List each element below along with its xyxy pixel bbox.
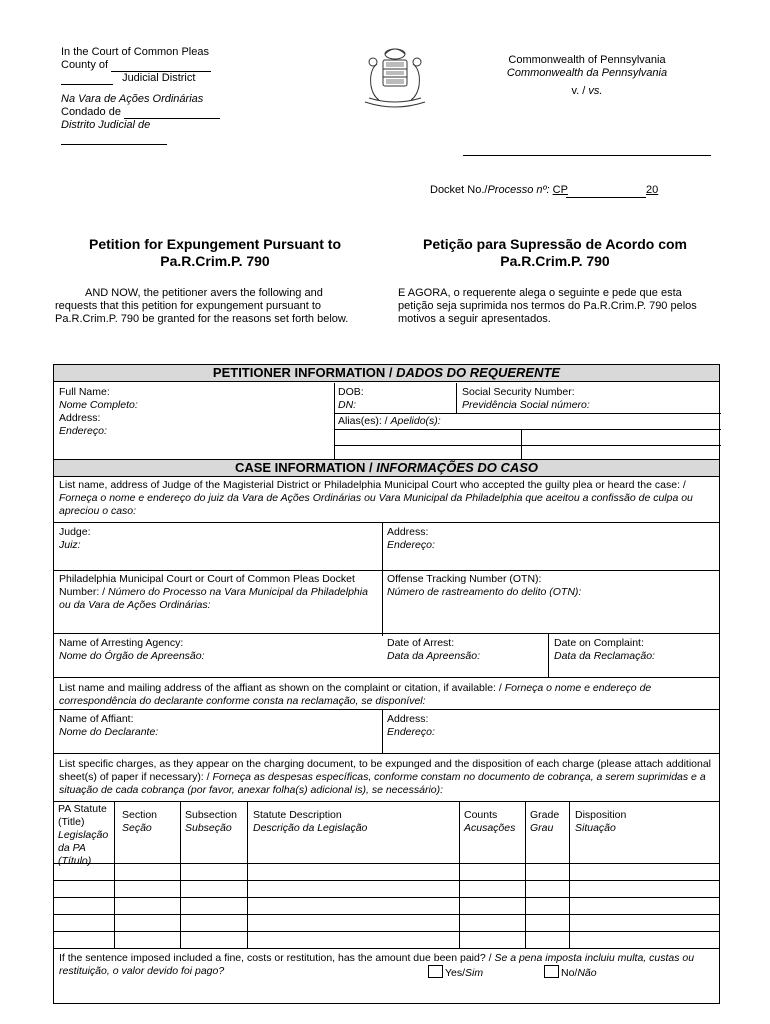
district-line-pt: Distrito Judicial de (61, 119, 151, 131)
county-line: County of (61, 59, 220, 72)
affiant-instructions: List name and mailing address of the affiant as shown on the complaint or citation, if available: / Forneça o nome e endereço de correspondência do declarante conforme consta na reclamação, se disponível: (59, 682, 652, 707)
header-grade: Grade Grau (530, 809, 560, 834)
docket-number-field-case[interactable]: Philadelphia Municipal Court or Court of Common Pleas Docket Number: / Número do Processo na Vara Municipal da Philadelphia ou da Vara de Ações Ordinárias: (59, 573, 368, 611)
versus: v. / vs. (571, 85, 603, 97)
affiant-name-field[interactable]: Name of Affiant: Nome do Declarante: (59, 713, 159, 738)
docket-line: Docket No./Processo nº: CP (430, 184, 568, 196)
yes-checkbox[interactable] (428, 965, 443, 978)
judge-address-field[interactable]: Address: Endereço: (387, 526, 435, 551)
court-line: In the Court of Common Pleas (61, 46, 209, 58)
court-line-pt: Na Vara de Ações Ordinárias (61, 93, 204, 105)
form-box (53, 364, 720, 1004)
court-caption (61, 46, 220, 145)
affiant-address-field[interactable]: Address: Endereço: (387, 713, 435, 738)
no-checkbox[interactable] (544, 965, 559, 978)
title-pt: Petição para Supressão de Acordo com Pa.R.Crim.P. 790 (422, 236, 687, 269)
full-name-label[interactable]: Full Name: Nome Completo: Address: Endereço: (59, 386, 138, 437)
arresting-agency-field[interactable]: Name of Arresting Agency: Nome do Órgão de Apreensão: (59, 637, 205, 662)
header-subsection: Subsection Subseção (185, 809, 237, 834)
case-section-header: CASE INFORMATION / INFORMAÇÕES DO CASO (54, 459, 719, 477)
district-number-field[interactable] (61, 74, 113, 85)
paid-yes-option[interactable]: Yes/Sim (428, 965, 483, 980)
intro-pt: E AGORA, o requerente alega o seguinte e pede que esta petição seja suprimida nos termos do Pa.R.Crim.P. 790 pelos motivos a seguir apresentados. (398, 287, 697, 325)
county-line-pt: Condado de (61, 106, 220, 119)
charges-instructions: List specific charges, as they appear on the charging document, to be expunged and the disposition of each charge (please attach additional sheet(s) of paper if necessary): / Forneça as despesas específicas, conforme constam no documento de cobrança, a serem suprimidas e a situação de cada cobrança (por favor, anexar folha(s) adicional is), se necessário): (59, 758, 712, 796)
judge-instructions: List name, address of Judge of the Magisterial District or Philadelphia Municipal Court who accepted the guilty plea or heard the case: / Forneça o nome e endereço do juiz da Vara de Ações Ordinárias ou Vara Municipal da Philadelphia que aceitou a confissão de culpa ou apreciou o caso: (59, 479, 693, 517)
otn-field[interactable]: Offense Tracking Number (OTN): Número de rastreamento do delito (OTN): (387, 573, 582, 598)
arrest-date-field[interactable]: Date of Arrest: Data da Apreensão: (387, 637, 481, 662)
county-field-pt[interactable] (124, 108, 220, 119)
commonwealth-title: Commonwealth of Pennsylvania (508, 54, 666, 66)
commonwealth-title-pt: Commonwealth da Pennsylvania (506, 67, 668, 79)
county-field[interactable] (111, 61, 211, 72)
defendant-name-line[interactable] (463, 155, 711, 156)
header-pa-statute: PA Statute (Title) Legislação da PA (Título) (58, 803, 109, 867)
caption-right (463, 54, 711, 98)
title-en: Petition for Expungement Pursuant to Pa.R.Crim.P. 790 (88, 236, 341, 269)
docket-year: 20 (646, 184, 659, 196)
header-counts: Counts Acusações (464, 809, 516, 834)
petitioner-section-header: PETITIONER INFORMATION / DADOS DO REQUERENTE (54, 364, 719, 382)
dob-field[interactable]: DOB: DN: (338, 386, 364, 411)
judge-field[interactable]: Judge: Juiz: (59, 526, 91, 551)
intro-en: AND NOW, the petitioner avers the following and requests that this petition for expungement pursuant to Pa.R.Crim.P. 790 be granted for the reasons set forth below. (55, 287, 349, 325)
judicial-district-line: Judicial District (61, 72, 220, 85)
docket-number-field[interactable] (566, 197, 646, 198)
header-disposition: Disposition Situação (575, 809, 627, 834)
pennsylvania-seal-icon (355, 46, 435, 112)
ssn-field[interactable]: Social Security Number: Previdência Social número: (462, 386, 590, 411)
alias-field[interactable]: Alias(es): / Apelido(s): (338, 415, 441, 427)
complaint-date-field[interactable]: Date on Complaint: Data da Reclamação: (554, 637, 655, 662)
sentence-question: If the sentence imposed included a fine, costs or restitution, has the amount due been paid? / Se a pena imposta incluiu multa, custas ou restituição, o valor devido foi pago? (59, 952, 695, 977)
header-section: Section Seção (122, 809, 158, 834)
district-field-pt[interactable] (61, 134, 167, 145)
header-statute-description: Statute Description Descrição da Legislação (253, 809, 368, 834)
paid-no-option[interactable]: No/Não (544, 965, 597, 980)
